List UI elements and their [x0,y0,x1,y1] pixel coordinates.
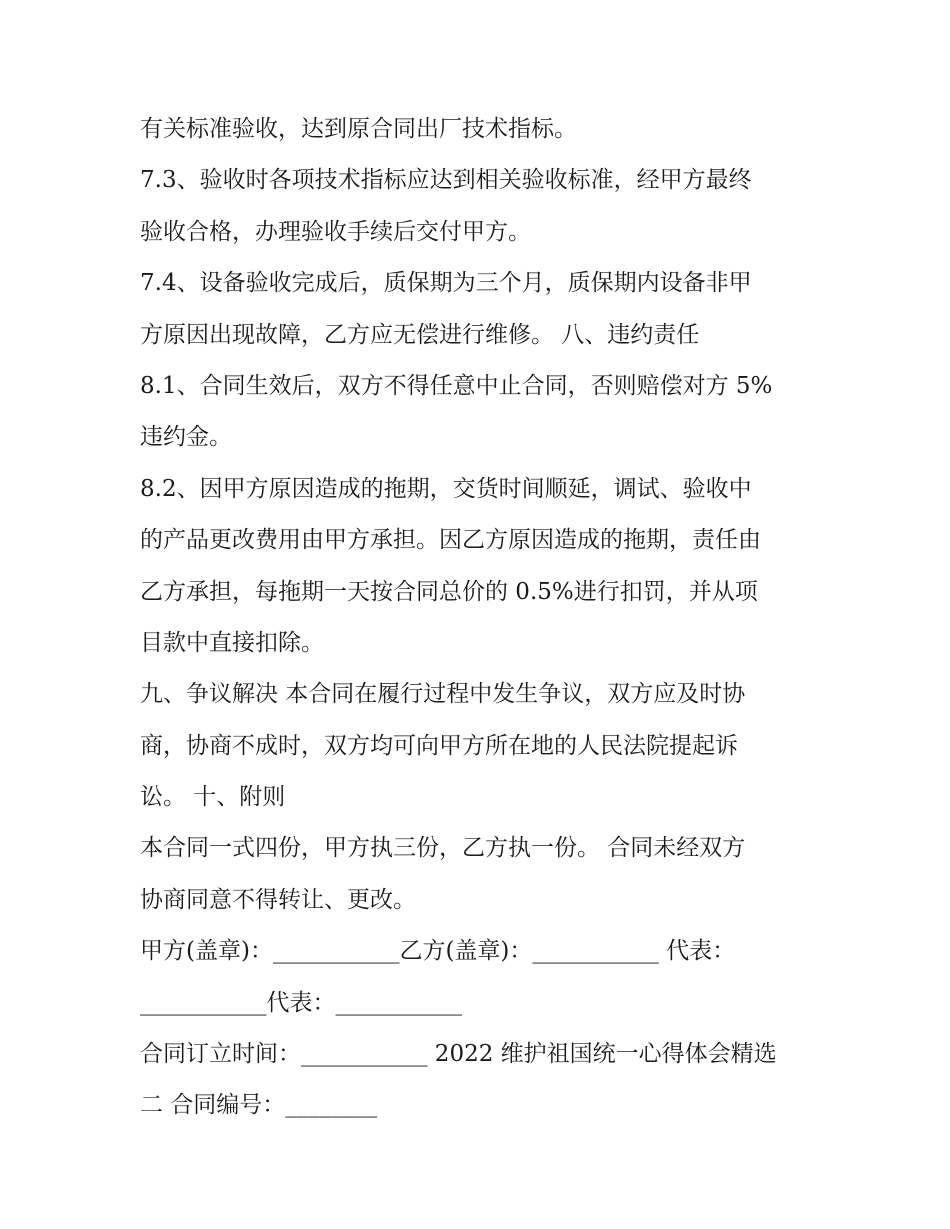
text-line: 乙方承担，每拖期一天按合同总价的 0.5%进行扣罚，并从项 [140,578,758,605]
text-line: 讼。 十、附则 [140,784,286,811]
text-line: 协商同意不得转让、更改。 [140,886,416,913]
contract-date-line: 合同订立时间：___________ 2022 维护祖国统一心得体会精选 [140,1041,777,1068]
text-line: 目款中直接扣除。 [140,629,324,656]
contract-number-line: 二 合同编号：________ [140,1092,378,1119]
text-line: 的产品更改费用由甲方承担。因乙方原因造成的拖期，责任由 [140,527,761,554]
text-line: 九、争议解决 本合同在履行过程中发生争议，双方应及时协 [140,681,746,708]
text-line: 本合同一式四份，甲方执三份，乙方执一份。 合同未经双方 [140,835,746,862]
text-line: 8.2、因甲方原因造成的拖期，交货时间顺延，调试、验收中 [140,475,752,502]
text-line: 7.4、设备验收完成后，质保期为三个月，质保期内设备非甲 [140,270,752,297]
text-line: 商，协商不成时，双方均可向甲方所在地的人民法院提起诉 [140,732,738,759]
text-line: 违约金。 [140,424,232,451]
text-line: 有关标准验收，达到原合同出厂技术指标。 [140,116,577,142]
text-line: 方原因出现故障，乙方应无偿进行维修。 八、违约责任 [140,321,700,348]
text-line: 7.3、验收时各项技术指标应达到相关验收标准，经甲方最终 [140,167,752,194]
contract-text-body [140,104,820,1132]
text-line: 8.1、合同生效后，双方不得任意中止合同，否则赔偿对方 5% [140,372,773,399]
signature-line: ___________代表：___________ [140,989,462,1016]
text-line: 验收合格，办理验收手续后交付甲方。 [140,218,531,245]
signature-line: 甲方(盖章)：___________乙方(盖章)：___________ 代表： [140,938,736,965]
